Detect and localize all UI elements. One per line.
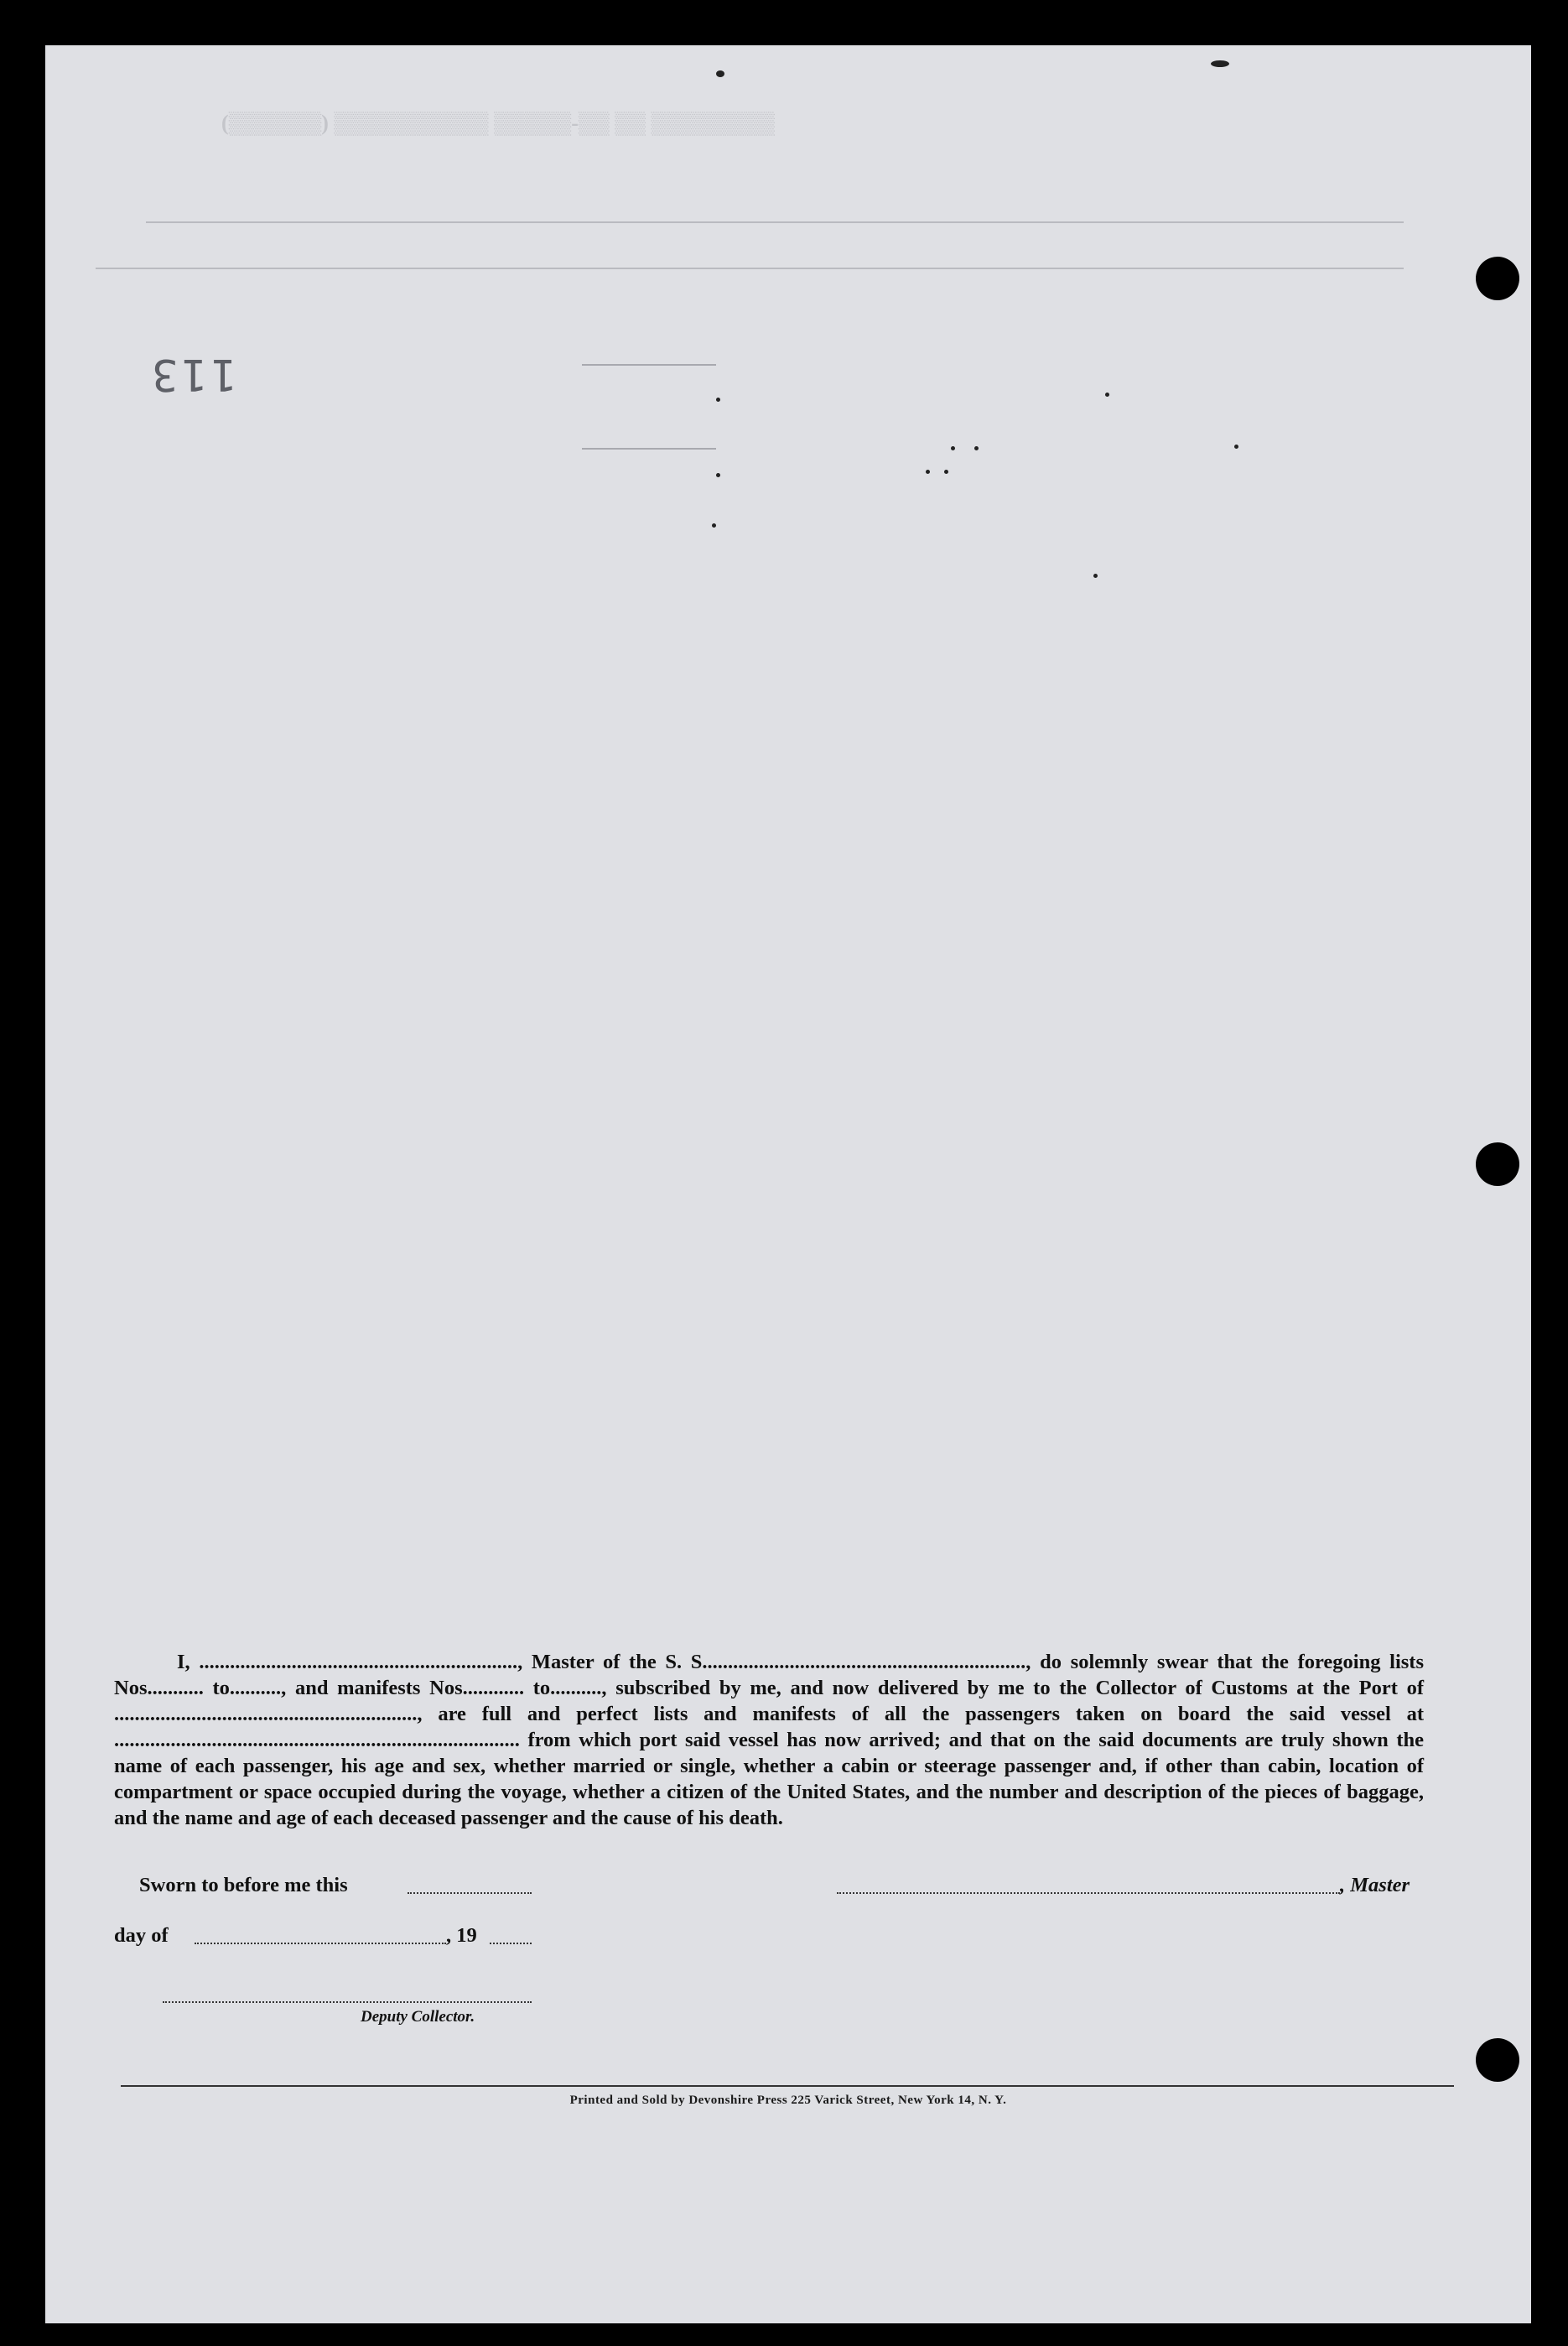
speck [926, 470, 930, 474]
year-label: , 19 [446, 1924, 477, 1947]
speck [716, 398, 720, 402]
deputy-collector-label: Deputy Collector. [361, 2008, 475, 2026]
oath-text: I, .............................................................., Master of the S. S..............................................................., do solemnly swear that the foregoing lists Nos........... to.........., and manifests Nos............ to.........., subscribed by me, and now delivered by me to the Collector of Customs at the Port of ..........................................................., are full and perfect lists and manifests of all the passengers taken on board the said vessel at ............................................................................... from which port said vessel has now arrived; and that on the said documents are truly shown the name of each passenger, his age and sex, whether married or single, whether a cabin or steerage passenger and, if other than cabin, location of compartment or space occupied during the voyage, whether a citizen of the United States, and the number and description of the pieces of baggage, and the name and age of each deceased passenger and the cause of his death. [114, 1651, 1424, 1829]
speck [1211, 60, 1229, 67]
speck [974, 446, 979, 450]
day-of-label: day of [114, 1924, 169, 1947]
master-label: , Master [1340, 1874, 1410, 1896]
master-signature-line [837, 1892, 1340, 1894]
speck [1105, 393, 1109, 397]
speck [1093, 574, 1098, 578]
deputy-collector-line [163, 2001, 532, 2003]
day-of-line [195, 1943, 446, 1944]
manifest-page-reverse [45, 45, 1531, 2323]
punch-hole-bottom [1476, 2038, 1519, 2082]
speck [716, 70, 724, 77]
bleed-through-line [582, 364, 716, 366]
speck [712, 523, 716, 528]
bleed-through-line [96, 268, 1404, 269]
bleed-through-line [582, 448, 716, 450]
ghost-page-number: 113 [148, 349, 237, 399]
year-line [490, 1943, 532, 1944]
printer-imprint: Printed and Sold by Devonshire Press 225 Varick Street, New York 14, N. Y. [569, 2094, 1007, 2107]
master-oath-paragraph [114, 1649, 1424, 1831]
punch-hole-middle [1476, 1142, 1519, 1186]
sworn-date-line [408, 1892, 532, 1894]
footer-rule [121, 2085, 1454, 2087]
bleed-through-heading: ▒▒▒▒▒▒▒▒ ▒▒ ▒▒-▒▒▒▒▒ ▒▒▒▒▒▒▒▒▒▒ (▒▒▒▒▒▒) [221, 111, 775, 135]
speck [951, 446, 955, 450]
punch-hole-top [1476, 257, 1519, 300]
speck [1234, 445, 1238, 449]
speck [716, 473, 720, 477]
speck [944, 470, 948, 474]
sworn-label: Sworn to before me this [139, 1874, 348, 1896]
bleed-through-line [146, 221, 1404, 223]
